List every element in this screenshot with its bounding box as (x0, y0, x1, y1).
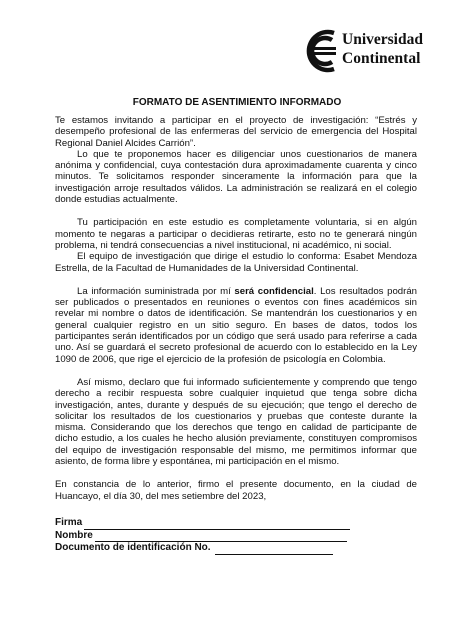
signature-block (55, 517, 350, 555)
firma-line[interactable] (84, 519, 350, 530)
document-body (55, 115, 417, 502)
paragraph-confidentiality (55, 286, 417, 365)
nombre-line[interactable] (95, 531, 347, 542)
paragraph-rights: Así mismo, declaro que fui informado suficientemente y comprendo que tengo derecho a recibir respuesta sobre cualquier inquietud que tenga sobre dicha investigación, antes, durante y después de su ejecución; que tengo el derecho de solicitar los resultados de los cuestionarios y pruebas que conteste durante la misma. Considerando que los derechos que tengo en calidad de participante de dicho estudio, a los cuales he hecho alusión previamente, constituyen compromisos del equipo de investigación responsable del mismo, me permitimos informar que asiento, de forma libre y espontánea, mi participación en el mismo. (55, 376, 417, 468)
confidentiality-text-end: . Los resultados podrán ser publicados o presentados en reuniones o eventos con fines académicos sin revelar mi nombre o datos de identificación. Se mantendrán los cuestionarios y en general cualquier registro en un sitio seguro. En bases de datos, todos los participantes serán identificados por un código que será usado para referirse a cada uno. Así se guardará el secreto profesional de acuerdo con lo establecido en la Ley 1090 de 2006, que rige el ejercicio de la profesión de psicología en Colombia. (55, 285, 417, 365)
document-title: FORMATO DE ASENTIMIENTO INFORMADO (132, 97, 342, 108)
confidentiality-text-start: La información suministrada por mí (77, 285, 235, 297)
documento-label: Documento de identificación No. (55, 542, 211, 553)
logo-line-1: Universidad (342, 31, 423, 48)
confidentiality-emphasis: será confidencial (234, 285, 314, 297)
paragraph-invitation: Te estamos invitando a participar en el proyecto de investigación: “Estrés y desempeño profesional de las enfermeras del servicio de emergencia del Hospital Regional Daniel Alcides Carrión”. (55, 115, 417, 149)
paragraph-procedure: Lo que te proponemos hacer es diligenciar unos cuestionarios de manera anónima y confidencial, cuya contestación dura aproximadamente cuarenta y cinco minutos. Te solicitamos responder sinceramente la información para que la investigación arroje resultados válidos. La administración se realizará en el colegio donde estudias actualmente. (55, 148, 417, 206)
nombre-label: Nombre (55, 529, 93, 541)
university-logo-icon (296, 28, 338, 74)
signature-row-nombre (55, 530, 350, 543)
paragraph-voluntary: Tu participación en este estudio es completamente voluntaria, si en algún momento te negaras a participar o decidieras retirarte, esto no te generará ningún problema, ni tendrá consecuencias a nivel institucional, ni académico, ni social. (55, 217, 417, 251)
logo-line-2: Continental (342, 50, 421, 67)
university-logo (296, 28, 456, 76)
firma-label: Firma (55, 517, 83, 528)
paragraph-closing: En constancia de lo anterior, firmo el presente documento, en la ciudad de Huancayo, el día 30, del mes setiembre del 2023, (55, 479, 417, 502)
signature-row-firma (55, 517, 350, 530)
paragraph-research-team: El equipo de investigación que dirige el estudio lo conforma: Esabet Mendoza Estrella, de la Facultad de Humanidades de la Universidad Continental. (55, 251, 417, 274)
logo-wordmark (342, 30, 423, 68)
signature-row-documento (55, 542, 350, 555)
documento-line[interactable] (215, 544, 333, 555)
